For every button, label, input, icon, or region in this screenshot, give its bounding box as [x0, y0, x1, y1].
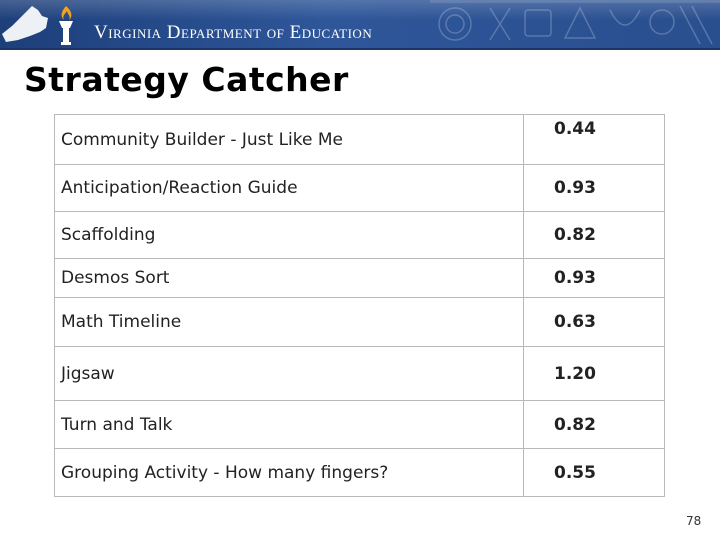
slide-title: Strategy Catcher — [24, 60, 349, 99]
effect-size: 0.93 — [524, 259, 665, 298]
strategy-name: Scaffolding — [55, 212, 524, 259]
banner-divider — [0, 48, 720, 50]
strategy-table — [54, 114, 665, 497]
effect-size: 0.82 — [524, 212, 665, 259]
table-row — [55, 347, 665, 401]
table-row — [55, 115, 665, 165]
effect-size: 0.93 — [524, 165, 665, 212]
page-number: 78 — [686, 514, 702, 528]
strategy-name: Grouping Activity - How many fingers? — [55, 449, 524, 497]
table-row — [55, 401, 665, 449]
banner-shine — [0, 0, 720, 20]
header-banner — [0, 0, 720, 48]
effect-size: 0.63 — [524, 298, 665, 347]
strategy-name: Desmos Sort — [55, 259, 524, 298]
effect-size: 0.82 — [524, 401, 665, 449]
table-row — [55, 165, 665, 212]
table-row — [55, 449, 665, 497]
department-name: Virginia Department of Education — [94, 22, 373, 43]
strategy-name: Math Timeline — [55, 298, 524, 347]
table-row — [55, 259, 665, 298]
table-row — [55, 212, 665, 259]
table-row — [55, 298, 665, 347]
torch-icon — [52, 4, 80, 46]
strategy-name: Jigsaw — [55, 347, 524, 401]
strategy-name: Anticipation/Reaction Guide — [55, 165, 524, 212]
effect-size: 0.55 — [524, 449, 665, 497]
strategy-name: Community Builder - Just Like Me — [55, 115, 524, 165]
virginia-map-icon — [0, 2, 50, 46]
strategy-name: Turn and Talk — [55, 401, 524, 449]
effect-size: 1.20 — [524, 347, 665, 401]
effect-size: 0.44 — [524, 115, 665, 165]
